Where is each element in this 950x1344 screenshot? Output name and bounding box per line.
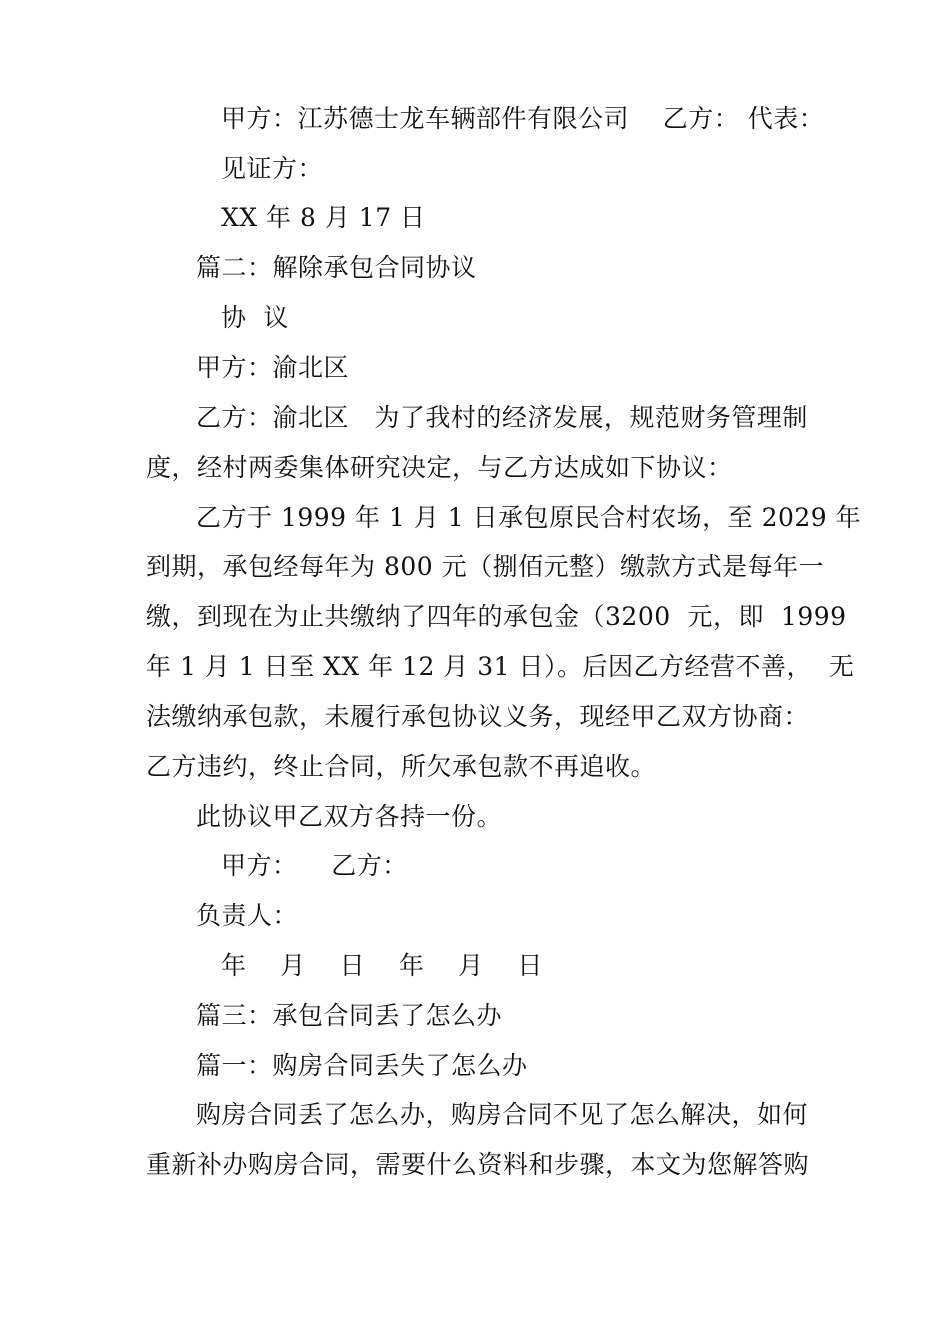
section-one-heading: 篇一：购房合同丢失了怎么办 [196, 1051, 528, 1080]
agreement-title: 协 议 [221, 303, 289, 332]
paragraph-line: 年 1 月 1 日至 XX 年 12 月 31 日）。后因乙方经营不善， 无 [146, 652, 855, 681]
paragraph-line: 乙方违约，终止合同，所欠承包款不再追收。 [146, 752, 657, 781]
paragraph-line: 购房合同丢了怎么办，购房合同不见了怎么解决，如何 [196, 1100, 809, 1129]
witness-line: 见证方： [221, 154, 324, 183]
signature-parties-line: 甲方： 乙方： [221, 851, 408, 880]
copies-line: 此协议甲乙双方各持一份。 [196, 802, 503, 831]
paragraph-line: 乙方于 1999 年 1 月 1 日承包原民合村农场，至 2029 年 [196, 503, 862, 532]
paragraph-line: 度，经村两委集体研究决定，与乙方达成如下协议： [146, 453, 733, 482]
section-two-heading: 篇二：解除承包合同协议 [196, 253, 477, 282]
responsible-person-line: 负责人： [196, 901, 299, 930]
section-three-heading: 篇三：承包合同丢了怎么办 [196, 1001, 503, 1030]
paragraph-line: 乙方：渝北区 为了我村的经济发展，规范财务管理制 [196, 403, 808, 432]
party-a-line: 甲方：渝北区 [196, 353, 350, 382]
paragraph-line: 到期，承包经每年为 800 元（捌佰元整）缴款方式是每年一 [146, 552, 825, 581]
paragraph-line: 缴，到现在为止共缴纳了四年的承包金（3200 元，即 1999 [146, 602, 847, 631]
date-line: XX 年 8 月 17 日 [221, 203, 426, 232]
signature-date-line: 年 月 日 年 月 日 [221, 951, 543, 980]
paragraph-line: 法缴纳承包款，未履行承包协议义务，现经甲乙双方协商： [146, 702, 810, 731]
party-a-b-line: 甲方：江苏德士龙车辆部件有限公司 乙方： 代表： [221, 104, 825, 133]
paragraph-line: 重新补办购房合同，需要什么资料和步骤，本文为您解答购 [146, 1150, 810, 1179]
